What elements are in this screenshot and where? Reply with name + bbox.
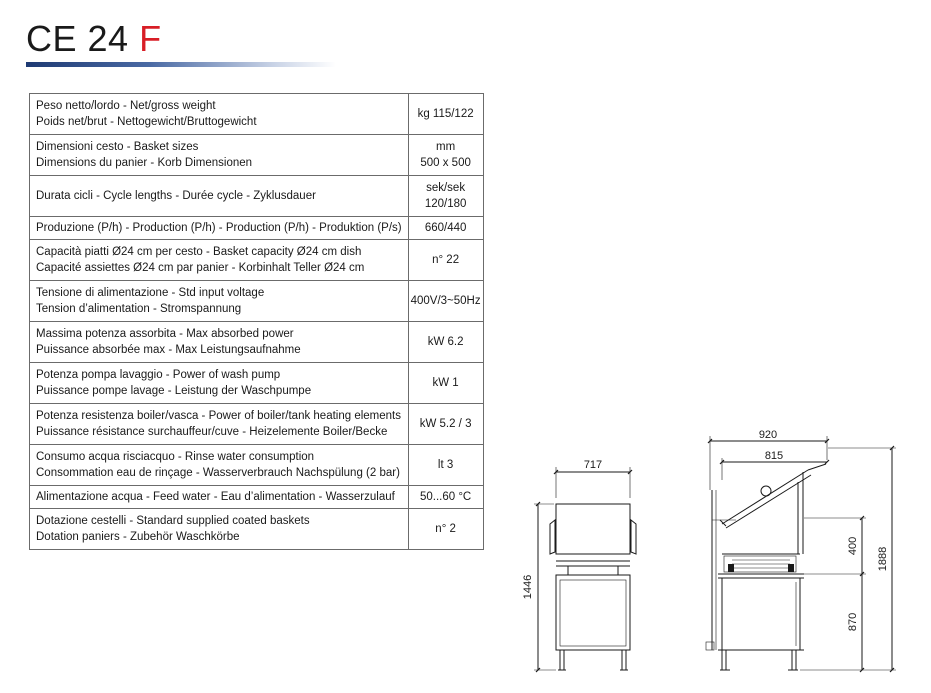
spec-value-line: lt 3 (437, 459, 454, 471)
page-title (26, 18, 162, 60)
spec-label (30, 363, 409, 404)
spec-label (30, 240, 409, 281)
spec-label-line: Dimensions du panier - Korb Dimensionen (36, 157, 253, 169)
spec-row (30, 486, 484, 509)
spec-value (408, 363, 483, 404)
spec-value (408, 135, 483, 176)
spec-value-line: kW 5.2 / 3 (419, 418, 472, 430)
spec-label-line: Puissance résistance surchauffeur/cuve - Heizelemente Boiler/Becke (36, 426, 388, 438)
work-height-label: 870 (847, 612, 859, 632)
spec-label (30, 217, 409, 240)
spec-row (30, 509, 484, 550)
spec-label (30, 509, 409, 550)
spec-value-line: 50...60 °C (419, 491, 472, 503)
side-inner-width-label: 815 (764, 450, 784, 462)
spec-label-line: Tension d’alimentation - Stromspannung (36, 303, 242, 315)
spec-value-line: 400V/3~50Hz (410, 295, 481, 307)
spec-label (30, 135, 409, 176)
title-underline (26, 62, 336, 67)
spec-value-line: kg 115/122 (417, 108, 474, 120)
model-name: CE 24 (26, 18, 129, 59)
front-height-label: 1446 (522, 574, 534, 600)
spec-label (30, 281, 409, 322)
spec-label-line: Peso netto/lordo - Net/gross weight (36, 100, 216, 112)
side-overall-width-label: 920 (758, 429, 778, 441)
spec-label-line: Capacité assiettes Ø24 cm par panier - Korbinhalt Teller Ø24 cm (36, 262, 365, 274)
side-view (706, 436, 896, 670)
spec-value-line: sek/sek (426, 182, 466, 194)
spec-value-line: kW 6.2 (427, 336, 464, 348)
spec-value-line: n° 22 (432, 254, 460, 266)
spec-value (408, 240, 483, 281)
spec-label-line: Capacità piatti Ø24 cm per cesto - Basket capacity Ø24 cm dish (36, 246, 362, 258)
opening-height-label: 400 (847, 536, 859, 556)
spec-value (408, 94, 483, 135)
front-view (534, 467, 636, 670)
spec-value (408, 281, 483, 322)
spec-row (30, 94, 484, 135)
spec-label-line: Massima potenza assorbita - Max absorbed power (36, 328, 294, 340)
spec-label-line: Alimentazione acqua - Feed water - Eau d’alimentation - Wasserzulauf (36, 491, 395, 503)
spec-row (30, 363, 484, 404)
spec-value (408, 176, 483, 217)
spec-row (30, 445, 484, 486)
spec-label (30, 322, 409, 363)
spec-label-line: Potenza pompa lavaggio - Power of wash pump (36, 369, 281, 381)
spec-label (30, 176, 409, 217)
spec-row (30, 404, 484, 445)
spec-label-line: Tensione di alimentazione - Std input voltage (36, 287, 265, 299)
spec-value (408, 486, 483, 509)
open-height-label: 1888 (877, 546, 889, 572)
spec-value (408, 404, 483, 445)
model-suffix: F (139, 18, 162, 59)
spec-label-line: Consumo acqua risciacquo - Rinse water consumption (36, 451, 315, 463)
spec-value-line: 660/440 (424, 222, 467, 234)
spec-label-line: Dimensioni cesto - Basket sizes (36, 141, 199, 153)
spec-row (30, 217, 484, 240)
spec-row (30, 176, 484, 217)
spec-label (30, 94, 409, 135)
spec-label-line: Consommation eau de rinçage - Wasserverbrauch Nachspülung (2 bar) (36, 467, 400, 479)
spec-value (408, 217, 483, 240)
spec-label-line: Poids net/brut - Nettogewicht/Bruttogewicht (36, 116, 257, 128)
front-width-label: 717 (583, 459, 603, 471)
spec-value-line: 500 x 500 (420, 157, 471, 169)
spec-label-line: Dotazione cestelli - Standard supplied coated baskets (36, 515, 310, 527)
spec-value-line: n° 2 (435, 523, 456, 535)
spec-value-line: mm (436, 141, 456, 153)
spec-label-line: Puissance absorbée max - Max Leistungsaufnahme (36, 344, 301, 356)
spec-label-line: Puissance pompe lavage - Leistung der Waschpumpe (36, 385, 312, 397)
spec-label (30, 445, 409, 486)
spec-row (30, 281, 484, 322)
spec-value (408, 322, 483, 363)
spec-value-line: 120/180 (424, 198, 467, 210)
spec-label-line: Produzione (P/h) - Production (P/h) - Production (P/h) - Produktion (P/s) (36, 222, 402, 234)
spec-label-line: Dotation paniers - Zubehör Waschkörbe (36, 531, 240, 543)
spec-label (30, 404, 409, 445)
spec-label (30, 486, 409, 509)
spec-label-line: Potenza resistenza boiler/vasca - Power of boiler/tank heating elements (36, 410, 402, 422)
spec-value (408, 445, 483, 486)
spec-row (30, 240, 484, 281)
technical-drawing (500, 420, 900, 688)
spec-table (29, 93, 484, 550)
spec-row (30, 322, 484, 363)
spec-label-line: Durata cicli - Cycle lengths - Durée cycle - Zyklusdauer (36, 190, 316, 202)
spec-row (30, 135, 484, 176)
spec-value (408, 509, 483, 550)
spec-value-line: kW 1 (432, 377, 459, 389)
